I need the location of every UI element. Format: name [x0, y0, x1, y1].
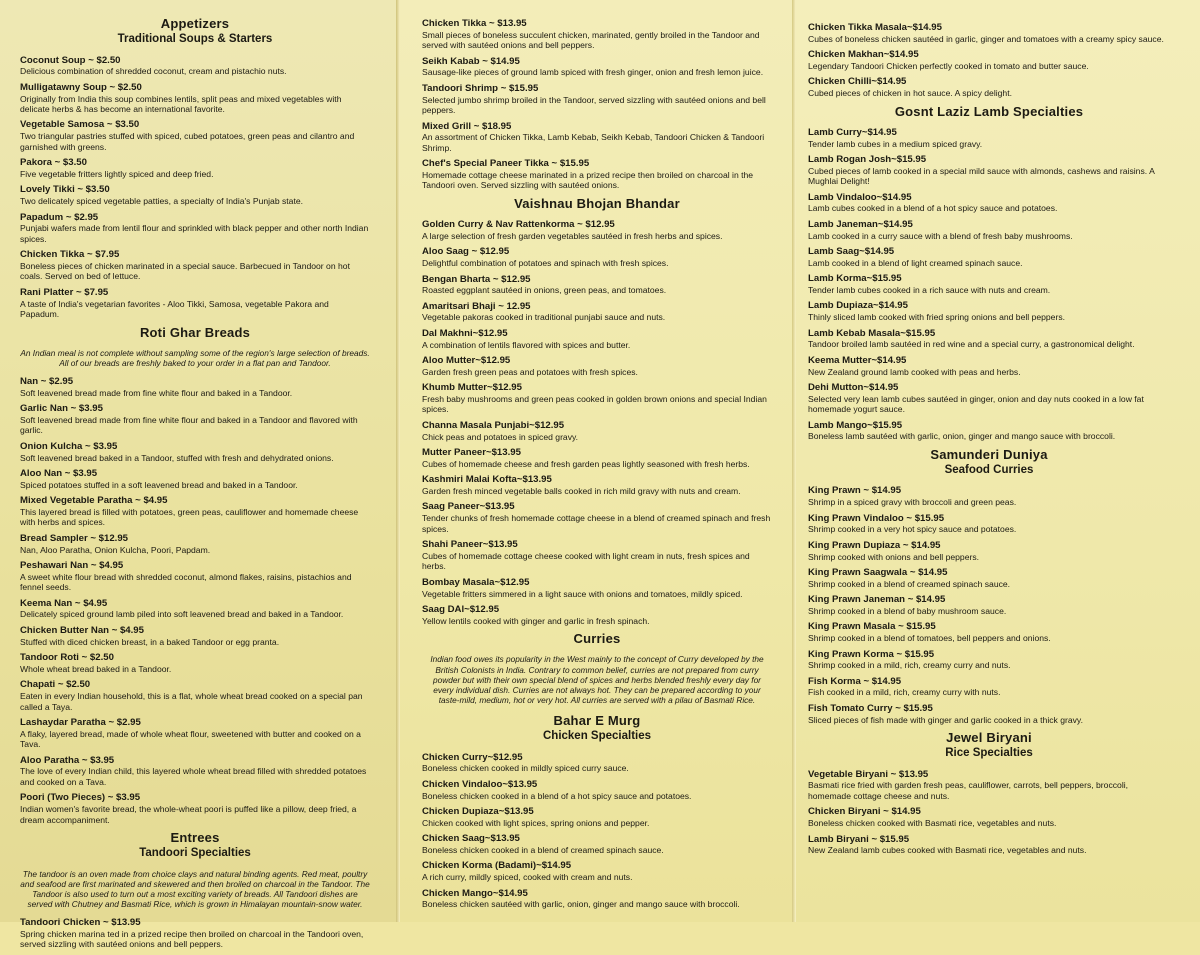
menu-item-description: Sausage-like pieces of ground lamb spiced with fresh ginger, onion and fresh lemon juice.: [422, 67, 764, 78]
menu-item-description: Two triangular pastries stuffed with spiced, cubed potatoes, green peas and cilantro and garnished with greens.: [20, 131, 355, 152]
menu-item-name: Chicken Korma (Badami)~$14.95: [422, 860, 572, 872]
menu-item: [422, 274, 772, 296]
menu-item-description: Roasted eggplant sautéed in onions, green peas, and tomatoes.: [422, 285, 667, 296]
menu-item-name: Keema Nan ~ $4.95: [20, 597, 108, 609]
menu-item-name: Chicken Saag~$13.95: [422, 833, 520, 845]
menu-item-name: Vegetable Biryani ~ $13.95: [808, 768, 929, 780]
menu-section: [422, 631, 772, 705]
menu-item-name: Tandoor Roti ~ $2.50: [20, 652, 114, 664]
menu-item: [422, 806, 772, 828]
menu-item: [20, 717, 370, 750]
section-title: Bahar E Murg: [553, 713, 641, 728]
menu-item: [20, 652, 370, 674]
menu-item-description: Nan, Aloo Paratha, Onion Kulcha, Poori, Papdam.: [20, 544, 211, 555]
menu-item-description: Shrimp cooked with onions and bell peppers.: [808, 551, 980, 562]
menu-item: [808, 382, 1170, 415]
menu-item: [422, 577, 772, 599]
menu-item-name: Kashmiri Malai Kofta~$13.95: [422, 474, 552, 486]
menu-item: [808, 420, 1170, 442]
menu-item-description: Vegetable pakoras cooked in traditional punjabi sauce and nuts.: [422, 312, 666, 323]
menu-item-name: Chicken Curry~$12.95: [422, 751, 523, 763]
menu-item-name: Vegetable Samosa ~ $3.50: [20, 119, 140, 131]
menu-item-name: Lamb Rogan Josh~$15.95: [808, 154, 927, 165]
menu-item-name: Mixed Vegetable Paratha ~ $4.95: [20, 495, 168, 507]
section-title: Vaishnau Bhojan Bhandar: [514, 195, 680, 211]
menu-item-name: Nan ~ $2.95: [20, 376, 74, 388]
menu-item-description: Selected very lean lamb cubes sautéed in ginger, onion and day nuts cooked in a low fat homemade yogurt sauce.: [808, 393, 1144, 415]
menu-item-name: Chicken Dupiaza~$13.95: [422, 806, 534, 817]
menu-item-description: Boneless chicken cooked in a blend of a hot spicy sauce and potatoes.: [422, 790, 692, 801]
menu-item-name: King Prawn Korma ~ $15.95: [808, 648, 935, 660]
menu-item-description: Yellow lentils cooked with ginger and garlic in fresh spinach.: [422, 615, 650, 626]
section-subtitle: Chicken Specialties: [542, 730, 652, 743]
menu-item-description: Two delicately spiced vegetable patties, a specialty of India's Punjab state.: [20, 196, 304, 207]
section-subtitle: Traditional Soups & Starters: [117, 33, 273, 46]
menu-item-name: Lamb Saag~$14.95: [808, 246, 895, 258]
menu-item-description: Originally from India this soup combines lentils, split peas and mixed vegetables with delicate herbs & has become an international favorite.: [20, 93, 342, 114]
menu-item-description: Chicken cooked with light spices, spring onions and pepper.: [422, 817, 650, 828]
menu-item-description: Shrimp cooked in a blend of tomatoes, bell peppers and onions.: [808, 633, 1051, 644]
menu-item-description: An assortment of Chicken Tikka, Lamb Kebab, Seikh Kebab, Tandoori Chicken & Tandoori Shrimp.: [422, 132, 765, 153]
menu-item-name: Bombay Masala~$12.95: [422, 576, 530, 588]
menu-item-description: Stuffed with diced chicken breast, in a baked Tandoor or egg pranta.: [20, 636, 280, 647]
menu-item-description: Cubed pieces of chicken in hot sauce. A spicy delight.: [808, 88, 1012, 99]
menu-item: [808, 806, 1170, 828]
section-title: Jewel Biryani: [946, 730, 1032, 746]
menu-item: [422, 219, 772, 241]
menu-item-name: Chicken Tikka Masala~$14.95: [808, 22, 942, 33]
menu-item: [422, 447, 772, 469]
menu-item: [20, 403, 370, 436]
menu-item-name: Garlic Nan ~ $3.95: [20, 403, 103, 415]
menu-column-right: [808, 22, 1170, 861]
menu-item: [808, 22, 1170, 44]
menu-item-description: Boneless chicken cooked in a blend of creamed spinach sauce.: [422, 844, 664, 855]
menu-item-description: Boneless lamb sautéed with garlic, onion, ginger and mango sauce with broccoli.: [808, 431, 1116, 442]
menu-item-description: A combination of lentils flavored with spices and butter.: [422, 339, 631, 350]
menu-item: [422, 752, 772, 774]
menu-item: [808, 192, 1170, 214]
menu-item-description: Sliced pieces of fish made with ginger and garlic cooked in a thick gravy.: [808, 714, 1083, 725]
menu-item-name: Poori (Two Pieces) ~ $3.95: [20, 792, 141, 804]
menu-column-left: [20, 16, 370, 955]
menu-item-description: Fresh baby mushrooms and green peas cooked in golden brown onions and special Indian spices.: [422, 393, 767, 415]
menu-item: [20, 679, 370, 712]
menu-item-name: King Prawn Dupiaza ~ $14.95: [808, 539, 941, 551]
menu-item-name: Lamb Dupiaza~$14.95: [808, 300, 908, 312]
menu-item-description: Cubed pieces of lamb cooked in a special mild sauce with almonds, cashews and raisins. A Mughlai Delight!: [808, 165, 1155, 187]
menu-item: [808, 300, 1170, 322]
menu-item-name: Bengan Bharta ~ $12.95: [422, 273, 531, 285]
menu-item-name: Lamb Janeman~$14.95: [808, 218, 913, 230]
menu-item: [422, 83, 772, 116]
menu-item: [808, 621, 1170, 643]
menu-item-name: Fish Korma ~ $14.95: [808, 675, 902, 687]
menu-item-description: New Zealand ground lamb cooked with peas and herbs.: [808, 366, 1021, 377]
menu-section: [20, 16, 370, 320]
menu-item-name: Chicken Biryani ~ $14.95: [808, 806, 921, 818]
menu-item-description: Vegetable fritters simmered in a light sauce with onions and tomatoes, mildly spiced.: [422, 588, 743, 599]
section-intro: The tandoor is an oven made from choice clays and natural binding agents. Red meat, poultry and seafood are first marinated and skewered and then broiled on charcoal in the Tandoor. The Tandoor is also used to turn out a most exciting variety of breads. All Tandoori dishes are served with Chutney and Basmati Rice, which is grown in Himalayan mountain-snow water.: [20, 868, 370, 909]
menu-item-description: Punjabi wafers made from lentil flour and sprinkled with black pepper and other north Indian spices.: [20, 223, 369, 244]
menu-item-name: Lamb Kebab Masala~$15.95: [808, 327, 936, 339]
menu-item: [20, 792, 370, 825]
menu-item: [20, 560, 370, 593]
menu-item: [808, 273, 1170, 295]
menu-item-name: Chef's Special Paneer Tikka ~ $15.95: [422, 158, 590, 170]
menu-item: [422, 301, 772, 323]
menu-item-name: Shahi Paneer~$13.95: [422, 539, 518, 551]
menu-item-description: Five vegetable fritters lightly spiced and deep fried.: [20, 168, 214, 179]
menu-item: [20, 249, 370, 282]
menu-item-name: Peshawari Nan ~ $4.95: [20, 560, 124, 572]
menu-item: [808, 703, 1170, 725]
menu-item: [808, 649, 1170, 671]
menu-item-name: Lamb Vindaloo~$14.95: [808, 191, 912, 203]
menu-item: [808, 328, 1170, 350]
menu-item-name: Mixed Grill ~ $18.95: [422, 120, 512, 132]
menu-item-description: Boneless pieces of chicken marinated in a special sauce. Barbecued in Tandoor on hot coals. Served on bed of lettuce.: [20, 260, 350, 282]
menu-item: [422, 56, 772, 78]
menu-item-name: Coconut Soup ~ $2.50: [20, 54, 121, 66]
menu-item: [422, 158, 772, 191]
menu-item-description: The love of every Indian child, this layered whole wheat bread filled with shredded potatoes and cooked on a Tava.: [20, 766, 367, 787]
menu-item: [422, 328, 772, 350]
menu-item: [20, 82, 370, 115]
menu-item-name: Seikh Kabab ~ $14.95: [422, 55, 520, 67]
menu-item-name: Saag DAl~$12.95: [422, 604, 500, 616]
menu-item-description: This layered bread is filled with potatoes, green peas, cauliflower and homemade cheese with herbs and spices.: [20, 506, 359, 528]
menu-item: [20, 533, 370, 555]
menu-item: [422, 382, 772, 415]
menu-item-description: Thinly sliced lamb cooked with fried spring onions and bell peppers.: [808, 312, 1065, 323]
panel-fold: [396, 0, 400, 922]
menu-item-name: King Prawn Vindaloo ~ $15.95: [808, 512, 945, 524]
panel-fold: [792, 0, 796, 922]
menu-item-description: Tender lamb cubes in a medium spiced gravy.: [808, 138, 983, 149]
menu-item: [20, 598, 370, 620]
menu-item-description: Chick peas and potatoes in spiced gravy.: [422, 431, 579, 442]
menu-item-name: Bread Sampler ~ $12.95: [20, 532, 128, 544]
menu-item: [422, 779, 772, 801]
menu-item: [808, 154, 1170, 187]
menu-item-name: Lamb Curry~$14.95: [808, 126, 897, 138]
menu-item: [422, 833, 772, 855]
menu-item: [422, 246, 772, 268]
menu-item-description: Lamb cooked in a curry sauce with a blend of fresh baby mushrooms.: [808, 230, 1073, 241]
menu-item: [20, 184, 370, 206]
menu-item: [808, 246, 1170, 268]
menu-item-description: A rich curry, mildly spiced, cooked with cream and nuts.: [422, 872, 633, 883]
menu-item: [422, 888, 772, 910]
menu-item-name: Saag Paneer~$13.95: [422, 501, 515, 513]
menu-item-description: Homemade cottage cheese marinated in a prized recipe then broiled on charcoal in the Tandoori oven. Served sizzling with sautéed onions.: [422, 169, 754, 191]
menu-section: [808, 22, 1170, 99]
menu-item-name: Lamb Korma~$15.95: [808, 273, 902, 285]
menu-item-description: Cubes of boneless chicken sautéed in garlic, ginger and tomatoes with a creamy spicy sauce.: [808, 33, 1164, 44]
menu-item-description: Spring chicken marina ted in a prized recipe then broiled on charcoal in the Tandoori oven, served sizzling with sautéed onions and bell peppers.: [20, 928, 364, 950]
menu-item-description: A sweet white flour bread with shredded coconut, almond flakes, raisins, pistachios and fennel seeds.: [20, 571, 352, 593]
section-title: Roti Ghar Breads: [139, 324, 251, 340]
menu-item: [422, 355, 772, 377]
menu-item-description: Shrimp cooked in a blend of creamed spinach sauce.: [808, 578, 1011, 589]
menu-item-description: Tender lamb cubes cooked in a rich sauce with nuts and cream.: [808, 284, 1051, 295]
menu-item: [808, 676, 1170, 698]
menu-item-name: Tandoori Chicken ~ $13.95: [20, 917, 141, 929]
menu-item-name: Lamb Mango~$15.95: [808, 419, 903, 431]
menu-item-description: Delightful combination of potatoes and spinach with fresh spices.: [422, 258, 669, 269]
menu-column-middle: [422, 18, 772, 915]
menu-item-description: Basmati rice fried with garden fresh peas, cauliflower, carrots, bell peppers, broccoli, homemade cottage cheese and nuts.: [808, 780, 1129, 801]
menu-item-description: Indian women's favorite bread, the whole-wheat poori is puffed like a pillow, deep fried, a dream accompaniment.: [20, 804, 357, 825]
menu-section: [422, 713, 772, 910]
menu-section: [808, 104, 1170, 442]
menu-item-name: Fish Tomato Curry ~ $15.95: [808, 702, 933, 714]
menu-item-name: Chapati ~ $2.50: [20, 679, 91, 691]
menu-item-description: Tandoor broiled lamb sautéed in red wine and a special curry, a gastronomical delight.: [808, 339, 1135, 350]
menu-item-name: Chicken Tikka ~ $13.95: [422, 18, 527, 29]
menu-item: [808, 49, 1170, 71]
menu-section: [422, 18, 772, 191]
menu-item: [808, 355, 1170, 377]
menu-item: [422, 604, 772, 626]
menu-item: [422, 474, 772, 496]
menu-item-description: Soft leavened bread made from fine white flour and baked in a Tandoor.: [20, 387, 293, 398]
menu-item-name: Khumb Mutter~$12.95: [422, 382, 522, 394]
menu-item-name: Mutter Paneer~$13.95: [422, 447, 521, 459]
menu-item-name: Chicken Vindaloo~$13.95: [422, 778, 538, 790]
menu-item-description: Shrimp cooked in a blend of baby mushroom sauce.: [808, 605, 1007, 616]
menu-item-description: Shrimp in a spiced gravy with broccoli and green peas.: [808, 497, 1017, 508]
menu-item: [20, 287, 370, 320]
menu-item-description: Shrimp cooked in a very hot spicy sauce and potatoes.: [808, 524, 1017, 535]
menu-section: [422, 196, 772, 626]
menu-item-name: Aloo Nan ~ $3.95: [20, 468, 98, 480]
menu-section: [808, 730, 1170, 856]
menu-item-name: King Prawn Janeman ~ $14.95: [808, 594, 946, 606]
menu-item-description: Garden fresh green peas and potatoes with fresh spices.: [422, 366, 638, 377]
section-subtitle: Tandoori Specialties: [139, 847, 251, 860]
menu-item: [808, 127, 1170, 149]
menu-item-description: Delicately spiced ground lamb piled into soft leavened bread and baked in a Tandoor.: [20, 609, 344, 620]
menu-item-name: King Prawn Masala ~ $15.95: [808, 621, 936, 633]
menu-item-name: Pakora ~ $3.50: [20, 157, 87, 169]
menu-item-name: Chicken Chilli~$14.95: [808, 76, 907, 88]
menu-item-description: Boneless chicken cooked in mildly spiced curry sauce.: [422, 763, 629, 774]
menu-item: [422, 860, 772, 882]
menu-item: [808, 540, 1170, 562]
menu-item-description: Delicious combination of shredded coconut, cream and pistachio nuts.: [20, 66, 287, 77]
menu-item: [808, 594, 1170, 616]
menu-item-description: Shrimp cooked in a mild, rich, creamy curry and nuts.: [808, 660, 1011, 671]
menu-item-name: King Prawn ~ $14.95: [808, 485, 902, 497]
menu-item: [20, 212, 370, 245]
menu-item: [808, 567, 1170, 589]
menu-item-description: Tender chunks of fresh homemade cottage cheese in a blend of creamed spinach and fresh spices.: [422, 513, 771, 534]
menu-item-name: Tandoori Shrimp ~ $15.95: [422, 82, 539, 94]
section-title: Samunderi Duniya: [930, 446, 1048, 462]
menu-section: [20, 325, 370, 825]
menu-item-description: Small pieces of boneless succulent chicken, marinated, gently broiled in the Tandoor and served with sautéed onions and bell peppers.: [422, 29, 760, 51]
menu-item-name: Aloo Saag ~ $12.95: [422, 246, 510, 258]
menu-item-name: Dehi Mutton~$14.95: [808, 381, 899, 393]
menu-item: [20, 441, 370, 463]
section-subtitle: Rice Specialties: [945, 747, 1033, 760]
menu-item-description: Garden fresh minced vegetable balls cooked in rich mild gravy with nuts and cream.: [422, 486, 741, 496]
section-intro: Indian food owes its popularity in the West mainly to the concept of Curry developed by the British Colonists in India. Contrary to common belief, curries are not prepared from curry powder but with their own special blend of spices and herbs blended freshly every day for every individual dish. Curries are not always hot. They can be prepared according to your taste-mild, medium, hot or very hot. All curries are served with a pilau of Basmati Rice.: [430, 654, 764, 705]
menu-item: [20, 755, 370, 788]
menu-item-description: A taste of India's vegetarian favorites - Aloo Tikki, Samosa, vegetable Pakora and Papadum.: [20, 298, 329, 320]
section-intro: An Indian meal is not complete without sampling some of the region's large selection of breads. All of our breads are freshly baked to your order in a flat pan and Tandoor.: [20, 347, 370, 368]
menu-item: [20, 495, 370, 528]
menu-item-description: Spiced potatoes stuffed in a soft leavened bread and baked in a Tandoor.: [20, 479, 298, 490]
menu-section: [20, 830, 370, 950]
menu-item: [808, 485, 1170, 507]
menu-item: [422, 539, 772, 572]
menu-item-description: Soft leavened bread made from fine white flour and baked in a Tandoor and flavored with garlic.: [20, 414, 358, 436]
menu-item-name: Lovely Tikki ~ $3.50: [20, 184, 110, 196]
menu-item-name: Channa Masala Punjabi~$12.95: [422, 419, 565, 431]
menu-item-name: Mulligatawny Soup ~ $2.50: [20, 81, 142, 93]
menu-item-description: Eaten in every Indian household, this is a flat, whole wheat bread cooked on a special pan called a Taya.: [20, 691, 363, 712]
menu-item-name: Onion Kulcha ~ $3.95: [20, 440, 118, 452]
menu-item-name: Chicken Makhan~$14.95: [808, 49, 919, 61]
menu-item-name: Lamb Biryani ~ $15.95: [808, 833, 910, 845]
menu-item-name: Lashaydar Paratha ~ $2.95: [20, 717, 141, 729]
menu-item: [808, 769, 1170, 802]
menu-item: [808, 219, 1170, 241]
menu-item-name: Dal Makhni~$12.95: [422, 327, 508, 339]
menu-item-description: Lamb cooked in a blend of light creamed spinach sauce.: [808, 257, 1023, 268]
menu-item-name: Chicken Butter Nan ~ $4.95: [20, 624, 144, 636]
menu-item-description: Cubes of homemade cheese and fresh garden peas lightly seasoned with fresh herbs.: [422, 458, 750, 469]
menu-item-description: Legendary Tandoori Chicken perfectly cooked in tomato and butter sauce.: [808, 60, 1089, 71]
menu-item-name: Amaritsari Bhaji ~ 12.95: [422, 300, 531, 312]
menu-item-description: Fish cooked in a mild, rich, creamy curry with nuts.: [808, 687, 1001, 698]
menu-item-description: Boneless chicken sautéed with garlic, onion, ginger and mango sauce with broccoli.: [422, 899, 740, 910]
menu-item-name: Golden Curry & Nav Rattenkorma ~ $12.95: [422, 219, 615, 231]
menu-item-description: Lamb cubes cooked in a blend of a hot spicy sauce and potatoes.: [808, 203, 1058, 214]
menu-item-name: Chicken Mango~$14.95: [422, 887, 528, 899]
section-title: Appetizers: [160, 16, 230, 31]
menu-item: [20, 119, 370, 152]
section-title: Gosnt Laziz Lamb Specialties: [894, 103, 1084, 119]
section-title: Curries: [573, 631, 621, 647]
menu-item-name: King Prawn Saagwala ~ $14.95: [808, 567, 948, 579]
section-title: Entrees: [170, 830, 220, 846]
menu-item: [20, 55, 370, 77]
menu-item-description: Selected jumbo shrimp broiled in the Tandoor, served sizzling with sautéed onions and bell peppers.: [422, 94, 766, 116]
menu-item: [422, 18, 772, 51]
menu-item-name: Aloo Mutter~$12.95: [422, 355, 511, 367]
menu-item: [20, 376, 370, 398]
menu-item-description: Soft leavened bread baked in a Tandoor, stuffed with fresh and dehydrated onions.: [20, 452, 334, 463]
menu-item-name: Keema Mutter~$14.95: [808, 354, 907, 366]
menu-item-name: Papadum ~ $2.95: [20, 211, 99, 223]
menu-item: [422, 501, 772, 534]
menu-item: [422, 420, 772, 442]
menu-item: [20, 625, 370, 647]
menu-item-description: Whole wheat bread baked in a Tandoor.: [20, 663, 172, 674]
menu-item-description: Cubes of homemade cottage cheese cooked with light cream in nuts, fresh spices and herbs.: [422, 550, 750, 572]
menu-item: [20, 157, 370, 179]
menu-item-description: A large selection of fresh garden vegetables sautéed in fresh herbs and spices.: [422, 230, 723, 241]
menu-item: [808, 76, 1170, 98]
menu-item: [808, 513, 1170, 535]
menu-item: [20, 468, 370, 490]
menu-item-description: Boneless chicken cooked with Basmati rice, vegetables and nuts.: [808, 818, 1057, 829]
menu-item-description: A flaky, layered bread, made of whole wheat flour, sweetened with butter and cooked on a Tava.: [20, 728, 361, 750]
menu-item-description: New Zealand lamb cubes cooked with Basmati rice, vegetables and nuts.: [808, 845, 1087, 856]
menu-item: [422, 121, 772, 154]
menu-item-name: Chicken Tikka ~ $7.95: [20, 249, 120, 261]
menu-item-name: Rani Platter ~ $7.95: [20, 286, 109, 298]
menu-item-name: Aloo Paratha ~ $3.95: [20, 754, 115, 766]
menu-item: [808, 834, 1170, 856]
menu-section: [808, 447, 1170, 725]
section-subtitle: Seafood Curries: [944, 464, 1034, 477]
